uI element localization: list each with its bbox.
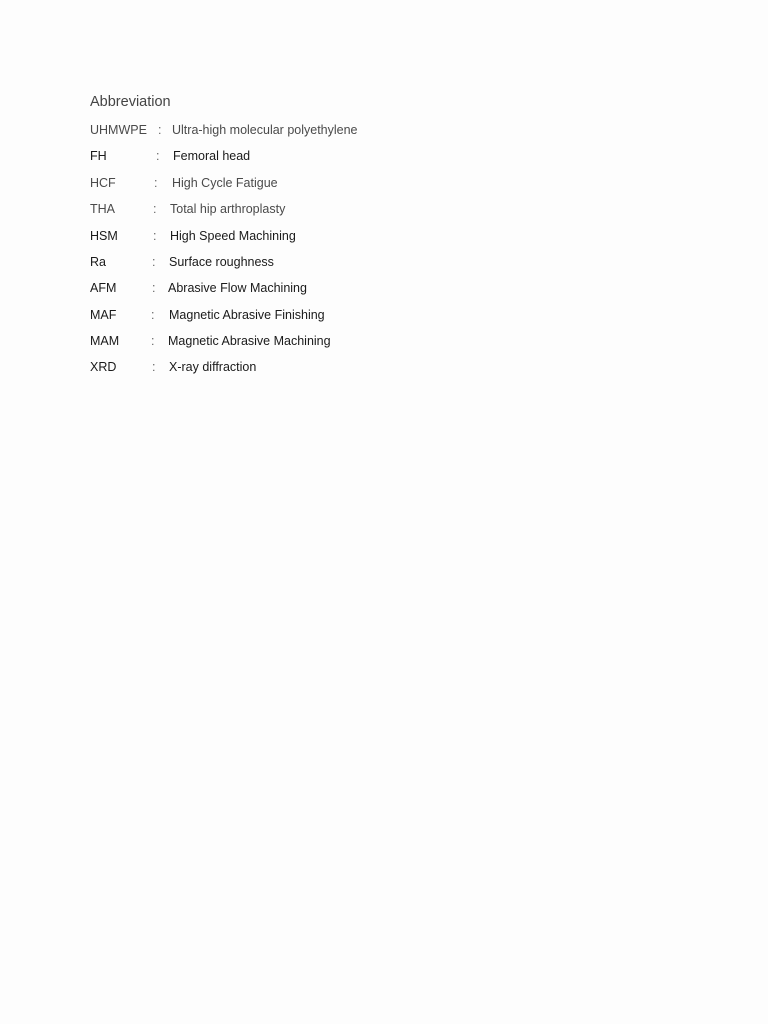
abbreviation-term: Ra [90,255,106,269]
abbreviation-definition: Magnetic Abrasive Machining [168,334,331,348]
abbreviation-definition: Surface roughness [169,255,274,269]
separator-colon: : [158,123,162,137]
abbreviation-term: FH [90,149,107,163]
separator-colon: : [152,255,156,269]
abbreviation-term: MAF [90,308,117,322]
abbreviation-definition: Femoral head [173,149,251,163]
abbreviation-definition: X-ray diffraction [169,360,257,374]
section-heading: Abbreviation [90,94,171,110]
separator-colon: : [156,149,160,163]
abbreviation-definition: Ultra-high molecular polyethylene [172,123,358,137]
separator-colon: : [151,334,155,348]
abbreviation-definition: Total hip arthroplasty [170,202,286,216]
abbreviation-definition: High Speed Machining [170,229,296,243]
separator-colon: : [152,360,156,374]
abbreviation-term: THA [90,202,115,216]
abbreviation-term: XRD [90,360,117,374]
separator-colon: : [152,281,156,295]
abbreviation-term: HSM [90,229,118,243]
abbreviation-term: HCF [90,176,116,190]
abbreviation-term: UHMWPE [90,123,147,137]
separator-colon: : [154,176,158,190]
separator-colon: : [151,308,155,322]
abbreviation-term: MAM [90,334,120,348]
abbreviation-definition: Magnetic Abrasive Finishing [169,308,325,322]
abbreviation-term: AFM [90,281,117,295]
separator-colon: : [153,229,157,243]
abbreviation-definition: High Cycle Fatigue [172,176,278,190]
abbreviation-definition: Abrasive Flow Machining [168,281,307,295]
separator-colon: : [153,202,157,216]
